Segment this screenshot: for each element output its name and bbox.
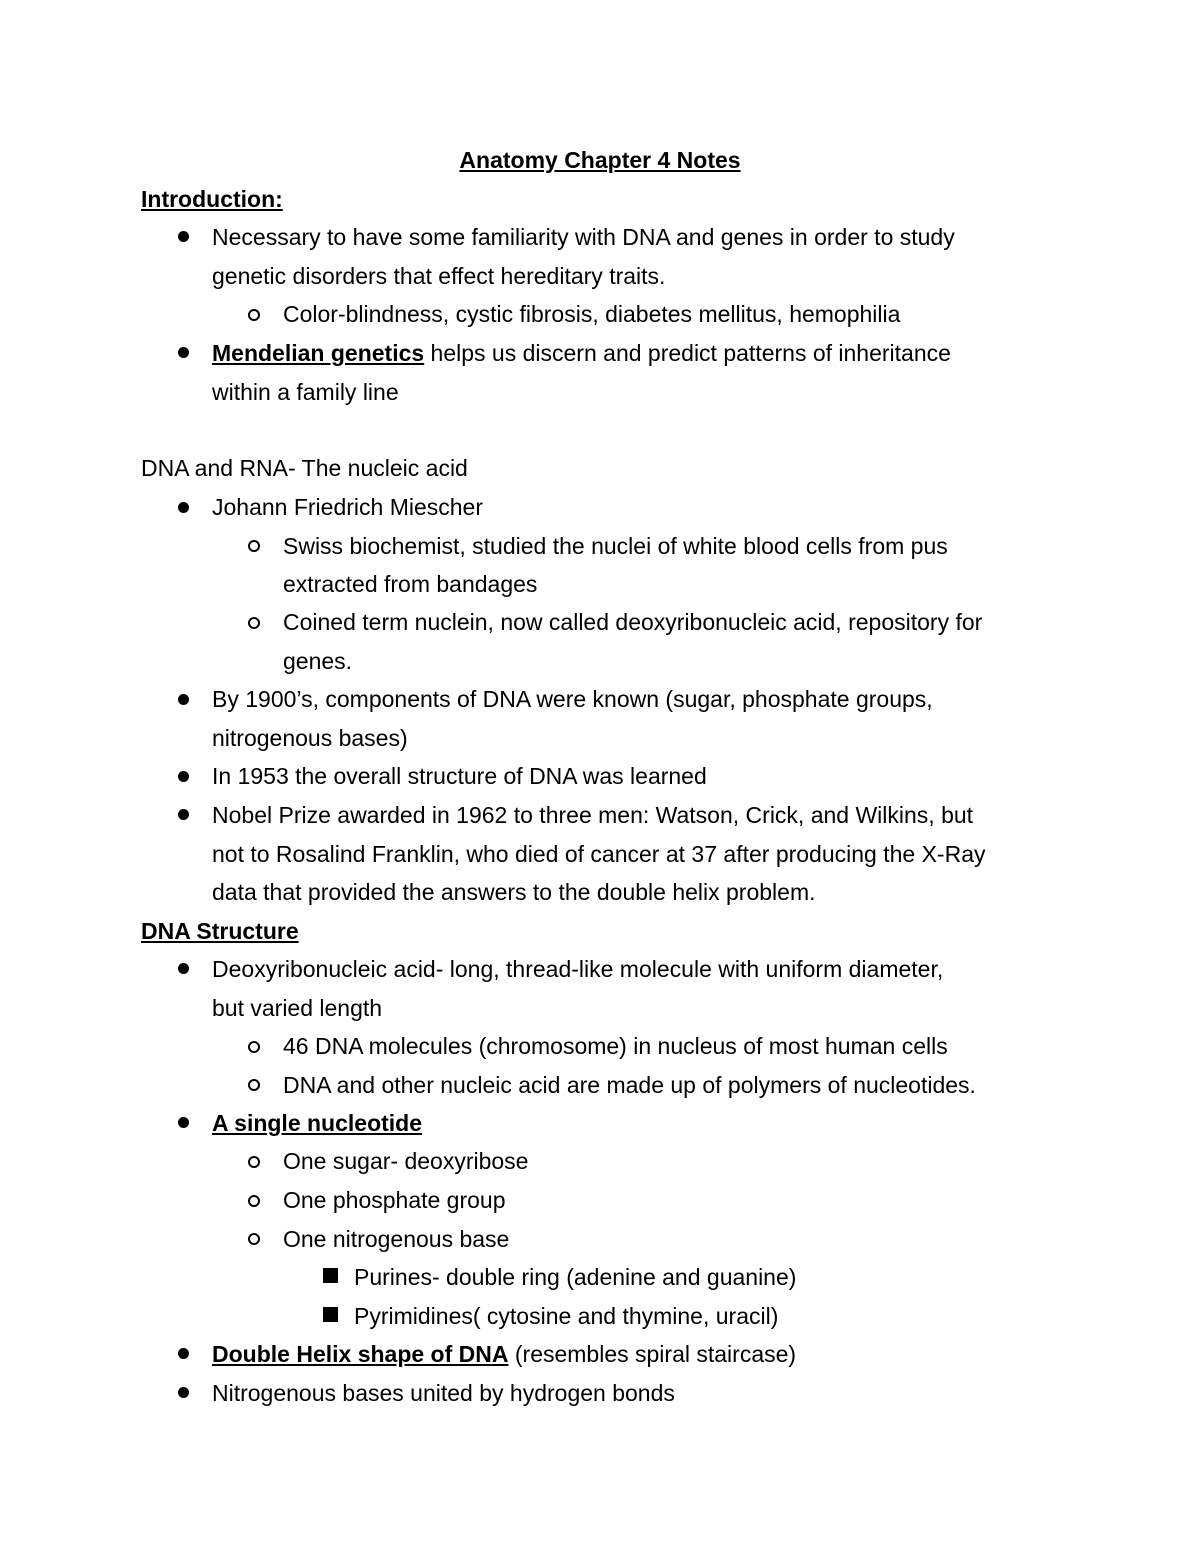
bullet-circle xyxy=(248,540,260,552)
list-item-text xyxy=(212,337,951,369)
sub-list-item-text: Swiss biochemist, studied the nuclei of white blood cells from pus xyxy=(283,533,948,559)
bullet-circle xyxy=(248,1156,260,1168)
bullet-circle xyxy=(248,617,260,629)
bullet-disc xyxy=(178,1117,189,1128)
list-item-text: In 1953 the overall structure of DNA was learned xyxy=(212,763,707,789)
bullet-square xyxy=(323,1268,338,1283)
sub-list-item-text: One phosphate group xyxy=(283,1187,506,1213)
list-item-text: within a family line xyxy=(212,379,399,405)
list-item-continuation: helps us discern and predict patterns of inheritance xyxy=(424,340,951,366)
list-item-text: data that provided the answers to the double helix problem. xyxy=(212,879,816,905)
bullet-disc xyxy=(178,694,189,705)
bullet-disc xyxy=(178,963,189,974)
bullet-square xyxy=(323,1307,338,1322)
sub-sub-list-item-text: Pyrimidines( cytosine and thymine, uracil) xyxy=(354,1303,779,1329)
bullet-disc xyxy=(178,771,189,782)
bullet-disc xyxy=(178,1387,189,1398)
sub-sub-list-item-text: Purines- double ring (adenine and guanine) xyxy=(354,1264,797,1290)
list-item-text: Johann Friedrich Miescher xyxy=(212,494,484,520)
bullet-disc xyxy=(178,231,189,242)
list-item-text: genetic disorders that effect hereditary traits. xyxy=(212,263,666,289)
list-item-text: but varied length xyxy=(212,995,383,1021)
bullet-circle xyxy=(248,1079,260,1091)
page-title: Anatomy Chapter 4 Notes xyxy=(459,147,741,173)
bullet-disc xyxy=(178,809,189,820)
bullet-circle xyxy=(248,1195,260,1207)
term-mendelian-genetics: Mendelian genetics xyxy=(212,340,425,366)
list-item-text: Necessary to have some familiarity with DNA and genes in order to study xyxy=(212,224,955,250)
bullet-disc xyxy=(178,1348,189,1359)
section-heading-dna-structure: DNA Structure xyxy=(141,918,299,944)
sub-list-item-text: 46 DNA molecules (chromosome) in nucleus of most human cells xyxy=(283,1033,948,1059)
list-item-text: Nobel Prize awarded in 1962 to three men: Watson, Crick, and Wilkins, but xyxy=(212,802,974,828)
bullet-disc xyxy=(178,347,189,358)
sub-list-item-text: One nitrogenous base xyxy=(283,1226,510,1252)
sub-list-item-text: One sugar- deoxyribose xyxy=(283,1148,529,1174)
list-item-text xyxy=(212,1338,796,1370)
term-double-helix: Double Helix shape of DNA xyxy=(212,1341,509,1367)
section-heading-dna-rna: DNA and RNA- The nucleic acid xyxy=(141,455,468,481)
list-item-text: Deoxyribonucleic acid- long, thread-like molecule with uniform diameter, xyxy=(212,956,944,982)
sub-list-item-text: Coined term nuclein, now called deoxyribonucleic acid, repository for xyxy=(283,609,983,635)
bullet-circle xyxy=(248,309,260,321)
term-single-nucleotide: A single nucleotide xyxy=(212,1110,423,1136)
sub-list-item-text: Color-blindness, cystic fibrosis, diabetes mellitus, hemophilia xyxy=(283,301,901,327)
section-heading-introduction: Introduction: xyxy=(141,186,283,212)
list-item-continuation: (resembles spiral staircase) xyxy=(508,1341,797,1367)
list-item-text: By 1900’s, components of DNA were known (sugar, phosphate groups, xyxy=(212,686,933,712)
sub-list-item-text: extracted from bandages xyxy=(283,571,538,597)
bullet-circle xyxy=(248,1233,260,1245)
bullet-circle xyxy=(248,1041,260,1053)
list-item-text: not to Rosalind Franklin, who died of cancer at 37 after producing the X-Ray xyxy=(212,841,986,867)
sub-list-item-text: genes. xyxy=(283,648,353,674)
sub-list-item-text: DNA and other nucleic acid are made up of polymers of nucleotides. xyxy=(283,1072,976,1098)
list-item-text: nitrogenous bases) xyxy=(212,725,408,751)
bullet-disc xyxy=(178,502,189,513)
list-item-text: Nitrogenous bases united by hydrogen bonds xyxy=(212,1380,675,1406)
